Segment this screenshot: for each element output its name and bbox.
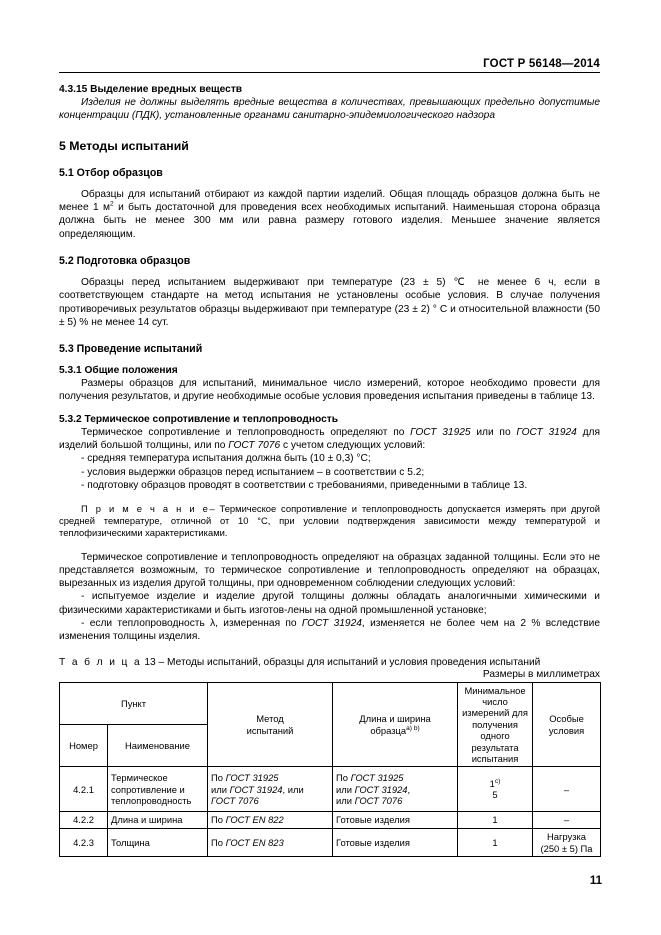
- table-caption: [59, 657, 600, 668]
- paragraph-4-3-15: Изделия не должны выделять вредные вещества в количествах, превышающих предельно допустимые концентрации (ПДК), установленные органами санитарно-эпидемиологического надзора: [59, 97, 600, 122]
- bullet-item-2: - условия выдержки образцов перед испытанием – в соответствии с 5.2;: [81, 466, 425, 478]
- bullet-item-3: - подготовку образцов проводят в соответствии с требованиями, приведенными в таблице 13.: [81, 479, 528, 491]
- table-row: [60, 812, 601, 829]
- condition-2-part-b: , изменяется не более чем на 2 % вследствие изменения толщины изделия.: [59, 618, 600, 643]
- header-dimensions-line1: Длина и ширина: [359, 713, 431, 725]
- row-number: 4.2.3: [60, 829, 108, 857]
- header-method: [208, 682, 333, 767]
- heading-5: 5 Методы испытаний: [59, 138, 189, 153]
- row-measurements: 1: [458, 829, 533, 857]
- header-measurements: Минимальное число измерений для получения одного результата испытания: [458, 682, 533, 767]
- header-method-line1: Метод: [256, 713, 284, 725]
- gost-reference-31924-b: ГОСТ 31924: [301, 618, 362, 630]
- paragraph-5-3-1: Размеры образцов для испытаний, минимальное число измерений, которое необходимо провести для получения результатов, и другие необходимые особые условия проведения испытания приведены в таблице 13.: [59, 378, 600, 403]
- paragraph-5-2: Образцы перед испытанием выдерживают при температуре (23 ± 5) ℃ не менее 6 ч, если в соответствующем стандарте на метод испытания не установлены особые условия. В случае получения противоречивых результатов образцы выдерживают при температуре (23 ± 2) ° С и относительной влажности (50 ± 5) % не менее 14 сут.: [59, 277, 600, 328]
- row-method-line2: или ГОСТ 31924, или: [211, 783, 304, 795]
- row-method-line3: ГОСТ 7076: [211, 795, 259, 807]
- row-number: 4.2.2: [60, 812, 108, 829]
- row-special-line1: Нагрузка: [547, 831, 587, 843]
- document-body: [59, 84, 600, 857]
- condition-item-2: [59, 617, 600, 644]
- row-number: 4.2.1: [60, 767, 108, 812]
- row-method-line1: По ГОСТ 31925: [211, 772, 279, 784]
- paragraph-5-1: [59, 188, 600, 241]
- table-body: [60, 767, 601, 857]
- header-special-line2: условия: [548, 724, 585, 736]
- paragraph-thickness: Термическое сопротивление и теплопроводность определяют на образцах заданной толщины. Если это не представляется возможным, то термическое сопротивление и теплопроводность определяют на образцах, вырезанных из изделия другой толщины, при одновременном соблюдении следующих условий:: [59, 551, 600, 590]
- row-name: Толщина: [108, 829, 208, 857]
- condition-item-1: - испытуемое изделие и изделие другой толщины должны обладать аналогичными химическими и физическими характеристиками и быть изготов-лены на одной промышленной установке;: [59, 591, 600, 616]
- row-measurements-footnote-marker: c): [494, 777, 501, 785]
- row-method: По ГОСТ EN 823: [208, 829, 333, 857]
- table-header: [60, 682, 601, 767]
- intro-part-a: Термическое сопротивление и теплопроводность определяют по: [81, 426, 411, 438]
- row-special-line2: (250 ± 5) Па: [540, 842, 593, 854]
- row-method: [208, 767, 333, 812]
- table-row: [60, 829, 601, 857]
- header-number: Номер: [60, 725, 108, 767]
- gost-reference-31925: ГОСТ 31925: [410, 426, 471, 438]
- row-name: Длина и ширина: [108, 812, 208, 829]
- row-measurements-second: 5: [492, 789, 498, 801]
- table-row: [60, 767, 601, 812]
- paragraph-5-1-part1: Образцы для испытаний отбирают из каждой партии изделий. Общая площадь образцов должна быть не менее 1 м: [59, 188, 600, 214]
- row-method-gost: ГОСТ EN 822: [225, 814, 284, 826]
- intro-part-b: или по: [470, 426, 517, 438]
- heading-5-1: 5.1 Отбор образцов: [59, 166, 163, 179]
- header-dimensions-footnote-marker: a) b): [406, 724, 420, 732]
- row-special: –: [533, 812, 601, 829]
- row-method-gost: ГОСТ EN 823: [225, 836, 284, 848]
- heading-5-3: 5.3 Проведение испытаний: [59, 343, 203, 356]
- intro-part-c: для изделий большой толщины, или по: [59, 426, 600, 452]
- heading-5-2: 5.2 Подготовка образцов: [59, 255, 191, 267]
- row-special: –: [533, 767, 601, 812]
- document-header: [59, 58, 600, 73]
- gost-reference-7076: ГОСТ 7076: [228, 440, 281, 452]
- heading-5-3-2: 5.3.2 Термическое сопротивление и теплопроводность: [59, 413, 338, 425]
- header-special-conditions: [533, 682, 601, 767]
- row-measurements-value: 1: [489, 777, 495, 789]
- condition-2-part-a: - если теплопроводность λ, измеренная по: [81, 618, 302, 630]
- header-dimensions-line2: образца: [370, 724, 407, 736]
- table-caption-text: 13 – Методы испытаний, образцы для испытаний и условия проведения испытаний: [141, 656, 541, 668]
- header-special-line1: Особые: [549, 713, 584, 725]
- header-dimensions: [333, 682, 458, 767]
- row-dimensions: [333, 767, 458, 812]
- heading-5-3-1: 5.3.1 Общие положения: [59, 365, 178, 377]
- table-caption-label: Т а б л и ц а: [59, 656, 142, 668]
- note-label: П р и м е ч а н и е: [81, 503, 210, 515]
- row-dimensions-line3: или ГОСТ 7076: [336, 795, 403, 807]
- table-header-row-group: [60, 682, 601, 724]
- table-units-note: Размеры в миллиметрах: [482, 668, 600, 680]
- paragraph-5-1-part2: и быть достаточной для проведения всех необходимых испытаний. Наименьшая сторона образца должна быть не менее 300 мм или равна размеру готового изделия. Меньшее значение является определяющим.: [59, 202, 600, 240]
- superscript-square: 2: [110, 200, 114, 208]
- heading-4-3-15: 4.3.15 Выделение вредных веществ: [59, 84, 243, 95]
- row-measurements: [458, 767, 533, 812]
- note-paragraph: [59, 503, 600, 539]
- row-dimensions-line2: или ГОСТ 31924,: [336, 783, 411, 795]
- row-dimensions: Готовые изделия: [333, 812, 458, 829]
- header-method-line2: испытаний: [246, 724, 294, 736]
- page-number: 11: [589, 875, 602, 887]
- row-dimensions-line1: По ГОСТ 31925: [336, 772, 404, 784]
- row-dimensions: Готовые изделия: [333, 829, 458, 857]
- header-group-item: Пункт: [60, 682, 208, 724]
- note-text: – Термическое сопротивление и теплопроводность допускается измерять при другой средней температуре, отличной от 10 °С, при условии подтверждения зависимости между температурой и теплофизическими характеристиками.: [59, 503, 600, 539]
- row-method: По ГОСТ EN 822: [208, 812, 333, 829]
- bullet-item-1: - средняя температура испытания должна быть (10 ± 0,3) °С;: [81, 453, 371, 465]
- intro-part-d: с учетом следующих условий:: [280, 440, 426, 452]
- row-special: [533, 829, 601, 857]
- standard-identifier: ГОСТ Р 56148—2014: [483, 58, 600, 70]
- paragraph-5-3-2-intro: [59, 426, 600, 453]
- header-name: Наименование: [108, 725, 208, 767]
- row-name: Термическое сопротивление и теплопроводность: [108, 767, 208, 812]
- methods-table: [59, 682, 601, 858]
- gost-reference-31924: ГОСТ 31924: [516, 426, 577, 438]
- row-measurements: 1: [458, 812, 533, 829]
